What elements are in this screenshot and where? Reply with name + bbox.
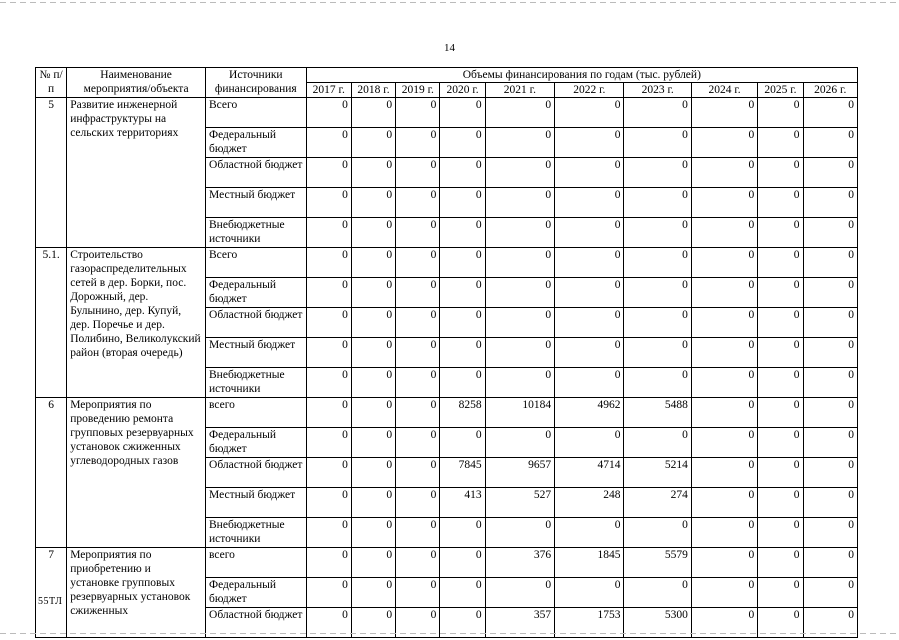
- funding-source: Федеральный бюджет: [206, 128, 307, 158]
- amount-cell: 357: [485, 608, 554, 638]
- amount-cell: 0: [440, 518, 485, 548]
- amount-cell: 0: [691, 158, 757, 188]
- item-name: Мероприятия по приобретению и установке групповых резервуарных установок сжиженных: [67, 548, 206, 638]
- amount-cell: 0: [555, 578, 624, 608]
- amount-cell: 0: [440, 98, 485, 128]
- funding-source: Местный бюджет: [206, 338, 307, 368]
- funding-source: Федеральный бюджет: [206, 428, 307, 458]
- funding-source: Внебюджетные источники: [206, 518, 307, 548]
- amount-cell: 0: [306, 338, 351, 368]
- funding-source: всего: [206, 548, 307, 578]
- amount-cell: 0: [758, 398, 803, 428]
- amount-cell: 0: [691, 608, 757, 638]
- amount-cell: 0: [758, 308, 803, 338]
- header-year: 2020 г.: [440, 83, 485, 98]
- amount-cell: 0: [396, 248, 440, 278]
- amount-cell: 0: [306, 368, 351, 398]
- funding-source: Областной бюджет: [206, 458, 307, 488]
- amount-cell: 0: [691, 218, 757, 248]
- amount-cell: 8258: [440, 398, 485, 428]
- amount-cell: 0: [758, 248, 803, 278]
- header-year: 2023 г.: [624, 83, 691, 98]
- amount-cell: 0: [758, 338, 803, 368]
- amount-cell: 0: [306, 488, 351, 518]
- amount-cell: 0: [624, 338, 691, 368]
- funding-source: Федеральный бюджет: [206, 578, 307, 608]
- funding-source: Федеральный бюджет: [206, 278, 307, 308]
- amount-cell: 0: [396, 128, 440, 158]
- page-number: 14: [444, 42, 455, 54]
- amount-cell: 0: [351, 338, 395, 368]
- amount-cell: 5579: [624, 548, 691, 578]
- table-row: [36, 548, 858, 578]
- amount-cell: 0: [803, 248, 857, 278]
- amount-cell: 0: [758, 128, 803, 158]
- amount-cell: 0: [691, 548, 757, 578]
- amount-cell: 0: [306, 278, 351, 308]
- amount-cell: 0: [691, 98, 757, 128]
- scan-edge-bottom: [0, 633, 899, 634]
- amount-cell: 0: [691, 578, 757, 608]
- amount-cell: 0: [555, 128, 624, 158]
- amount-cell: 0: [803, 188, 857, 218]
- amount-cell: 5214: [624, 458, 691, 488]
- amount-cell: 0: [396, 368, 440, 398]
- amount-cell: 0: [440, 578, 485, 608]
- amount-cell: 0: [485, 578, 554, 608]
- amount-cell: 0: [691, 518, 757, 548]
- amount-cell: 0: [351, 158, 395, 188]
- amount-cell: 0: [555, 308, 624, 338]
- amount-cell: 0: [555, 188, 624, 218]
- amount-cell: 0: [803, 98, 857, 128]
- amount-cell: 0: [485, 338, 554, 368]
- amount-cell: 0: [758, 278, 803, 308]
- amount-cell: 0: [351, 398, 395, 428]
- item-name: Мероприятия по проведению ремонта групповых резервуарных установок сжиженных углеводородных газов: [67, 398, 206, 548]
- amount-cell: 0: [691, 398, 757, 428]
- amount-cell: 0: [691, 278, 757, 308]
- amount-cell: 0: [396, 608, 440, 638]
- amount-cell: 0: [555, 218, 624, 248]
- amount-cell: 0: [485, 98, 554, 128]
- amount-cell: 0: [758, 578, 803, 608]
- amount-cell: 0: [306, 458, 351, 488]
- amount-cell: 4962: [555, 398, 624, 428]
- amount-cell: 0: [351, 278, 395, 308]
- amount-cell: 0: [306, 248, 351, 278]
- amount-cell: 0: [803, 458, 857, 488]
- table-row: [36, 398, 858, 428]
- amount-cell: 0: [440, 248, 485, 278]
- item-number: 5.1.: [36, 248, 67, 398]
- funding-source: Областной бюджет: [206, 158, 307, 188]
- amount-cell: 0: [396, 218, 440, 248]
- amount-cell: 0: [485, 278, 554, 308]
- header-year: 2019 г.: [396, 83, 440, 98]
- amount-cell: 0: [440, 548, 485, 578]
- amount-cell: 1845: [555, 548, 624, 578]
- amount-cell: 0: [803, 578, 857, 608]
- funding-source: Местный бюджет: [206, 488, 307, 518]
- funding-source: всего: [206, 398, 307, 428]
- amount-cell: 0: [396, 158, 440, 188]
- amount-cell: 0: [691, 458, 757, 488]
- amount-cell: 0: [624, 578, 691, 608]
- amount-cell: 0: [758, 98, 803, 128]
- header-year: 2025 г.: [758, 83, 803, 98]
- amount-cell: 0: [485, 368, 554, 398]
- amount-cell: 0: [440, 188, 485, 218]
- amount-cell: 0: [803, 158, 857, 188]
- amount-cell: 0: [396, 428, 440, 458]
- amount-cell: 0: [624, 368, 691, 398]
- amount-cell: 0: [396, 98, 440, 128]
- amount-cell: 0: [555, 278, 624, 308]
- amount-cell: 0: [803, 518, 857, 548]
- amount-cell: 0: [758, 368, 803, 398]
- amount-cell: 0: [396, 338, 440, 368]
- header-year: 2024 г.: [691, 83, 757, 98]
- amount-cell: 0: [555, 428, 624, 458]
- amount-cell: 0: [396, 548, 440, 578]
- amount-cell: 248: [555, 488, 624, 518]
- amount-cell: 0: [351, 368, 395, 398]
- amount-cell: 0: [440, 368, 485, 398]
- amount-cell: 7845: [440, 458, 485, 488]
- amount-cell: 0: [624, 218, 691, 248]
- amount-cell: 0: [485, 308, 554, 338]
- amount-cell: 0: [803, 278, 857, 308]
- amount-cell: 0: [351, 248, 395, 278]
- amount-cell: 0: [440, 608, 485, 638]
- amount-cell: 0: [306, 128, 351, 158]
- amount-cell: 0: [351, 128, 395, 158]
- amount-cell: 0: [624, 278, 691, 308]
- amount-cell: 0: [624, 308, 691, 338]
- amount-cell: 0: [803, 218, 857, 248]
- amount-cell: 0: [691, 188, 757, 218]
- amount-cell: 0: [758, 548, 803, 578]
- amount-cell: 0: [440, 338, 485, 368]
- amount-cell: 0: [691, 368, 757, 398]
- amount-cell: 527: [485, 488, 554, 518]
- amount-cell: 0: [803, 338, 857, 368]
- scan-edge-top: [0, 2, 899, 3]
- funding-source: Областной бюджет: [206, 608, 307, 638]
- amount-cell: 413: [440, 488, 485, 518]
- item-number: 6: [36, 398, 67, 548]
- amount-cell: 0: [485, 248, 554, 278]
- amount-cell: 0: [351, 548, 395, 578]
- amount-cell: 0: [624, 98, 691, 128]
- amount-cell: 0: [440, 428, 485, 458]
- amount-cell: 0: [351, 308, 395, 338]
- amount-cell: 274: [624, 488, 691, 518]
- amount-cell: 0: [758, 218, 803, 248]
- amount-cell: 0: [306, 398, 351, 428]
- amount-cell: 0: [440, 158, 485, 188]
- amount-cell: 0: [351, 98, 395, 128]
- amount-cell: 0: [803, 488, 857, 518]
- amount-cell: 5300: [624, 608, 691, 638]
- amount-cell: 0: [306, 548, 351, 578]
- funding-source: Всего: [206, 248, 307, 278]
- item-number: 7: [36, 548, 67, 638]
- amount-cell: 0: [624, 158, 691, 188]
- amount-cell: 0: [351, 488, 395, 518]
- amount-cell: 0: [396, 188, 440, 218]
- header-year: 2022 г.: [555, 83, 624, 98]
- amount-cell: 0: [624, 518, 691, 548]
- amount-cell: 0: [351, 218, 395, 248]
- amount-cell: 0: [555, 98, 624, 128]
- amount-cell: 0: [351, 518, 395, 548]
- amount-cell: 0: [624, 428, 691, 458]
- item-number: 5: [36, 98, 67, 248]
- header-name: Наименование мероприятия/объекта: [67, 68, 206, 98]
- amount-cell: 0: [396, 278, 440, 308]
- amount-cell: 0: [758, 458, 803, 488]
- amount-cell: 0: [485, 128, 554, 158]
- table-row: [36, 248, 858, 278]
- financing-table: [35, 67, 858, 638]
- amount-cell: 0: [396, 578, 440, 608]
- amount-cell: 0: [485, 158, 554, 188]
- amount-cell: 0: [691, 338, 757, 368]
- amount-cell: 0: [396, 488, 440, 518]
- amount-cell: 0: [306, 608, 351, 638]
- amount-cell: 0: [803, 128, 857, 158]
- amount-cell: 0: [306, 188, 351, 218]
- amount-cell: 0: [351, 578, 395, 608]
- amount-cell: 0: [396, 458, 440, 488]
- amount-cell: 0: [555, 158, 624, 188]
- amount-cell: 0: [351, 188, 395, 218]
- amount-cell: 0: [440, 278, 485, 308]
- amount-cell: 0: [306, 518, 351, 548]
- amount-cell: 0: [440, 218, 485, 248]
- table-row: [36, 98, 858, 128]
- amount-cell: 0: [803, 368, 857, 398]
- amount-cell: 0: [758, 488, 803, 518]
- amount-cell: 0: [691, 308, 757, 338]
- amount-cell: 0: [758, 608, 803, 638]
- amount-cell: 0: [758, 428, 803, 458]
- item-name: Развитие инженерной инфраструктуры на сельских территориях: [67, 98, 206, 248]
- amount-cell: 376: [485, 548, 554, 578]
- header-year: 2021 г.: [485, 83, 554, 98]
- footer-code: 55ТЛ: [38, 596, 63, 607]
- funding-source: Всего: [206, 98, 307, 128]
- amount-cell: 0: [758, 518, 803, 548]
- amount-cell: 0: [351, 458, 395, 488]
- amount-cell: 0: [306, 98, 351, 128]
- amount-cell: 0: [555, 368, 624, 398]
- header-volumes: Объемы финансирования по годам (тыс. рублей): [306, 68, 857, 83]
- header-source: Источники финансирования: [206, 68, 307, 98]
- amount-cell: 0: [803, 308, 857, 338]
- amount-cell: 0: [485, 218, 554, 248]
- amount-cell: 0: [485, 518, 554, 548]
- amount-cell: 0: [758, 188, 803, 218]
- amount-cell: 5488: [624, 398, 691, 428]
- funding-source: Внебюджетные источники: [206, 368, 307, 398]
- amount-cell: 0: [624, 248, 691, 278]
- amount-cell: 0: [691, 428, 757, 458]
- amount-cell: 0: [555, 248, 624, 278]
- amount-cell: 4714: [555, 458, 624, 488]
- amount-cell: 0: [691, 248, 757, 278]
- amount-cell: 0: [485, 428, 554, 458]
- amount-cell: 0: [306, 158, 351, 188]
- header-year: 2018 г.: [351, 83, 395, 98]
- amount-cell: 0: [555, 338, 624, 368]
- header-year: 2026 г.: [803, 83, 857, 98]
- amount-cell: 1753: [555, 608, 624, 638]
- amount-cell: 0: [555, 518, 624, 548]
- amount-cell: 0: [440, 128, 485, 158]
- amount-cell: 0: [624, 188, 691, 218]
- amount-cell: 0: [351, 608, 395, 638]
- amount-cell: 0: [691, 128, 757, 158]
- amount-cell: 0: [803, 428, 857, 458]
- amount-cell: 0: [691, 488, 757, 518]
- amount-cell: 0: [306, 578, 351, 608]
- amount-cell: 0: [803, 608, 857, 638]
- amount-cell: 0: [396, 308, 440, 338]
- item-name: Строительство газораспределительных сетей в дер. Борки, пос. Дорожный, дер. Булынино, дер. Купуй, дер. Поречье и дер. Полибино, Великолукский район (вторая очередь): [67, 248, 206, 398]
- funding-source: Внебюджетные источники: [206, 218, 307, 248]
- header-num: № п/п: [36, 68, 67, 98]
- amount-cell: 0: [485, 188, 554, 218]
- amount-cell: 0: [803, 548, 857, 578]
- funding-source: Областной бюджет: [206, 308, 307, 338]
- amount-cell: 0: [306, 218, 351, 248]
- amount-cell: 9657: [485, 458, 554, 488]
- amount-cell: 0: [396, 518, 440, 548]
- amount-cell: 0: [306, 428, 351, 458]
- funding-source: Местный бюджет: [206, 188, 307, 218]
- amount-cell: 0: [624, 128, 691, 158]
- amount-cell: 0: [351, 428, 395, 458]
- amount-cell: 0: [758, 158, 803, 188]
- amount-cell: 0: [803, 398, 857, 428]
- amount-cell: 0: [306, 308, 351, 338]
- amount-cell: 0: [396, 398, 440, 428]
- amount-cell: 10184: [485, 398, 554, 428]
- header-year: 2017 г.: [306, 83, 351, 98]
- amount-cell: 0: [440, 308, 485, 338]
